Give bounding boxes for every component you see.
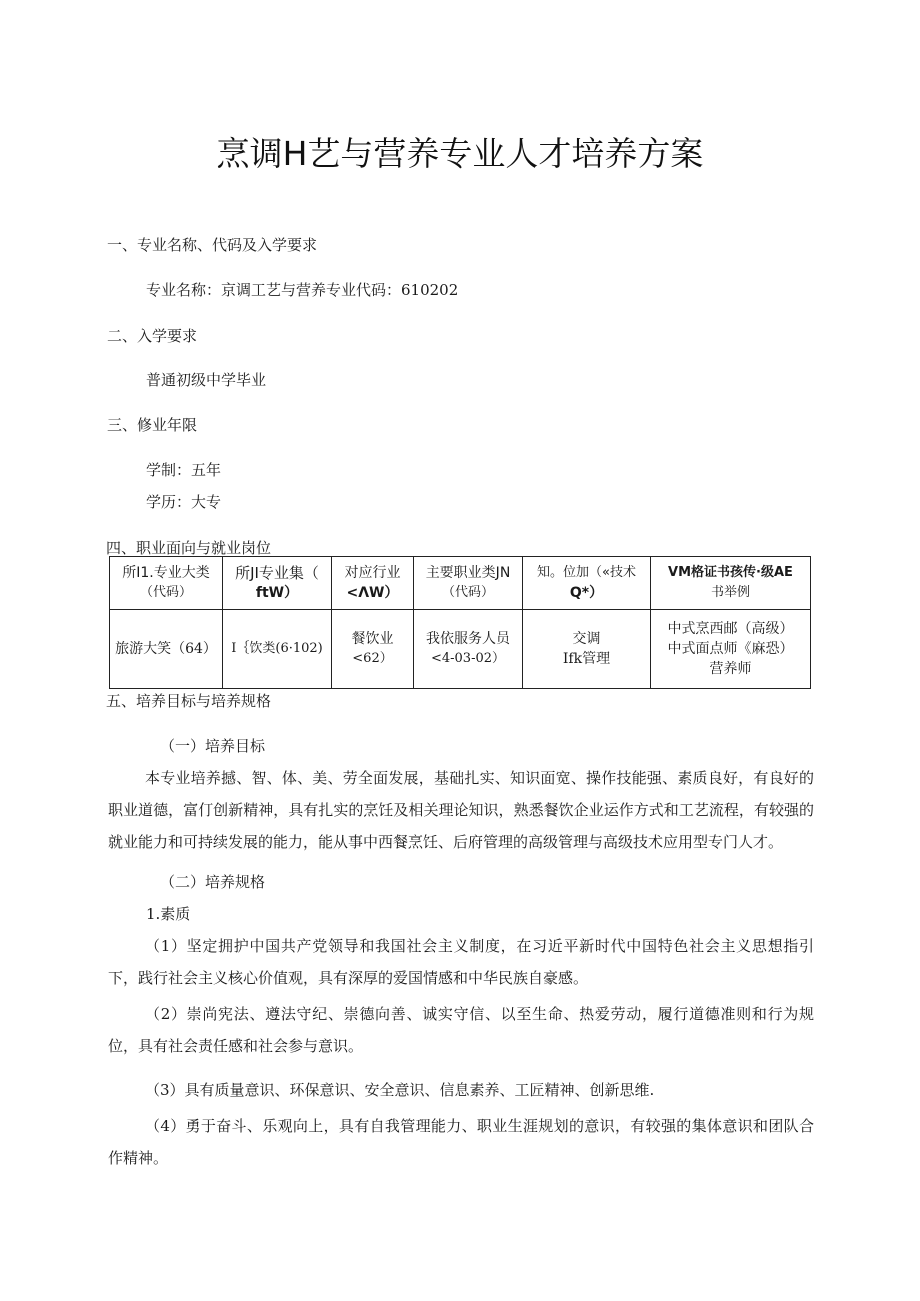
table-cell: 我依服务人员 <4-03-02） [414,610,523,689]
table-cell: 中式烹西邮（高级） 中式面点师《麻恐） 营养师 [651,610,811,689]
section-5-heading: 五、培养目标与培养规格 [106,692,272,710]
header-cell: VM格证书孩传·级AE 书举例 [651,557,811,610]
header-cell: 主要职业类JN （代码） [414,557,523,610]
section-3-heading: 三、修业年限 [107,416,198,434]
quality-point-4: （4）勇于奋斗、乐观向上，具有自我管理能力、职业生涯规划的意识，有较强的集体意识和团队合作精神。 [108,1117,814,1167]
table-cell: 交调 Ifk管理 [523,610,651,689]
header-cell: 所JI专业集（ ftW） [223,557,332,610]
table-cell: I｛饮类(6·102) [223,610,332,689]
major-name-code-line: 专业名称：京调工艺与营养专业代码：610202 [146,281,459,299]
table-header-row [110,557,811,610]
header-cell: 对应行业 <ΛW） [332,557,414,610]
quality-point-1: （1）坚定拥护中国共产党领导和我国社会主义制度，在习近平新时代中国特色社会主义思想指引下，践行社会主义核心价值观，具有深厚的爱国情感和中华民族自豪感。 [108,937,814,987]
table-cell: 餐饮业 <62） [332,610,414,689]
career-table [109,556,811,689]
goal-paragraph: 本专业培养撼、智、体、美、劳全面发展，基础扎实、知识面宽、操作技能强、素质良好，有良好的职业道德，富仃创新精神，具有扎实的烹饪及相关理论知识，熟悉餐饮企业运作方式和工艺流程，有较强的就业能力和可持续发展的能力，能从事中西餐烹饪、后府管理的高级管理与高级技术应用型专门人才。 [108,769,814,851]
document-title: 烹调H艺与营养专业人才培养方案 [216,134,704,173]
quality-point-3: （3）具有质量意识、环保意识、安全意识、信息素养、工匠精神、创新思维. [145,1081,655,1099]
study-duration: 学制：五年 [146,461,222,479]
section-1-heading: 一、专业名称、代码及入学要求 [107,236,318,254]
subsection-goal-heading: （一）培养目标 [160,737,266,755]
section-4-heading: 四、职业面向与就业岗位 [106,539,272,557]
item-quality-heading: 1.素质 [146,905,191,923]
header-cell: 所I1.专业大类 （代码） [110,557,223,610]
section-2-heading: 二、入学要求 [107,327,198,345]
table-cell: 旅游大笑（64） [110,610,223,689]
header-cell: 知。位加（«技术 Q*） [523,557,651,610]
quality-point-2: （2）崇尚宪法、遵法守纪、崇德向善、诚实守信、以至生命、热爱劳动，履行道德准则和行为规位，具有社会责任感和社会参与意识。 [108,1005,814,1055]
subsection-spec-heading: （二）培养规格 [160,873,266,891]
admission-requirement: 普通初级中学毕业 [146,371,267,389]
table-row [110,610,811,689]
degree-level: 学历：大专 [146,493,222,511]
